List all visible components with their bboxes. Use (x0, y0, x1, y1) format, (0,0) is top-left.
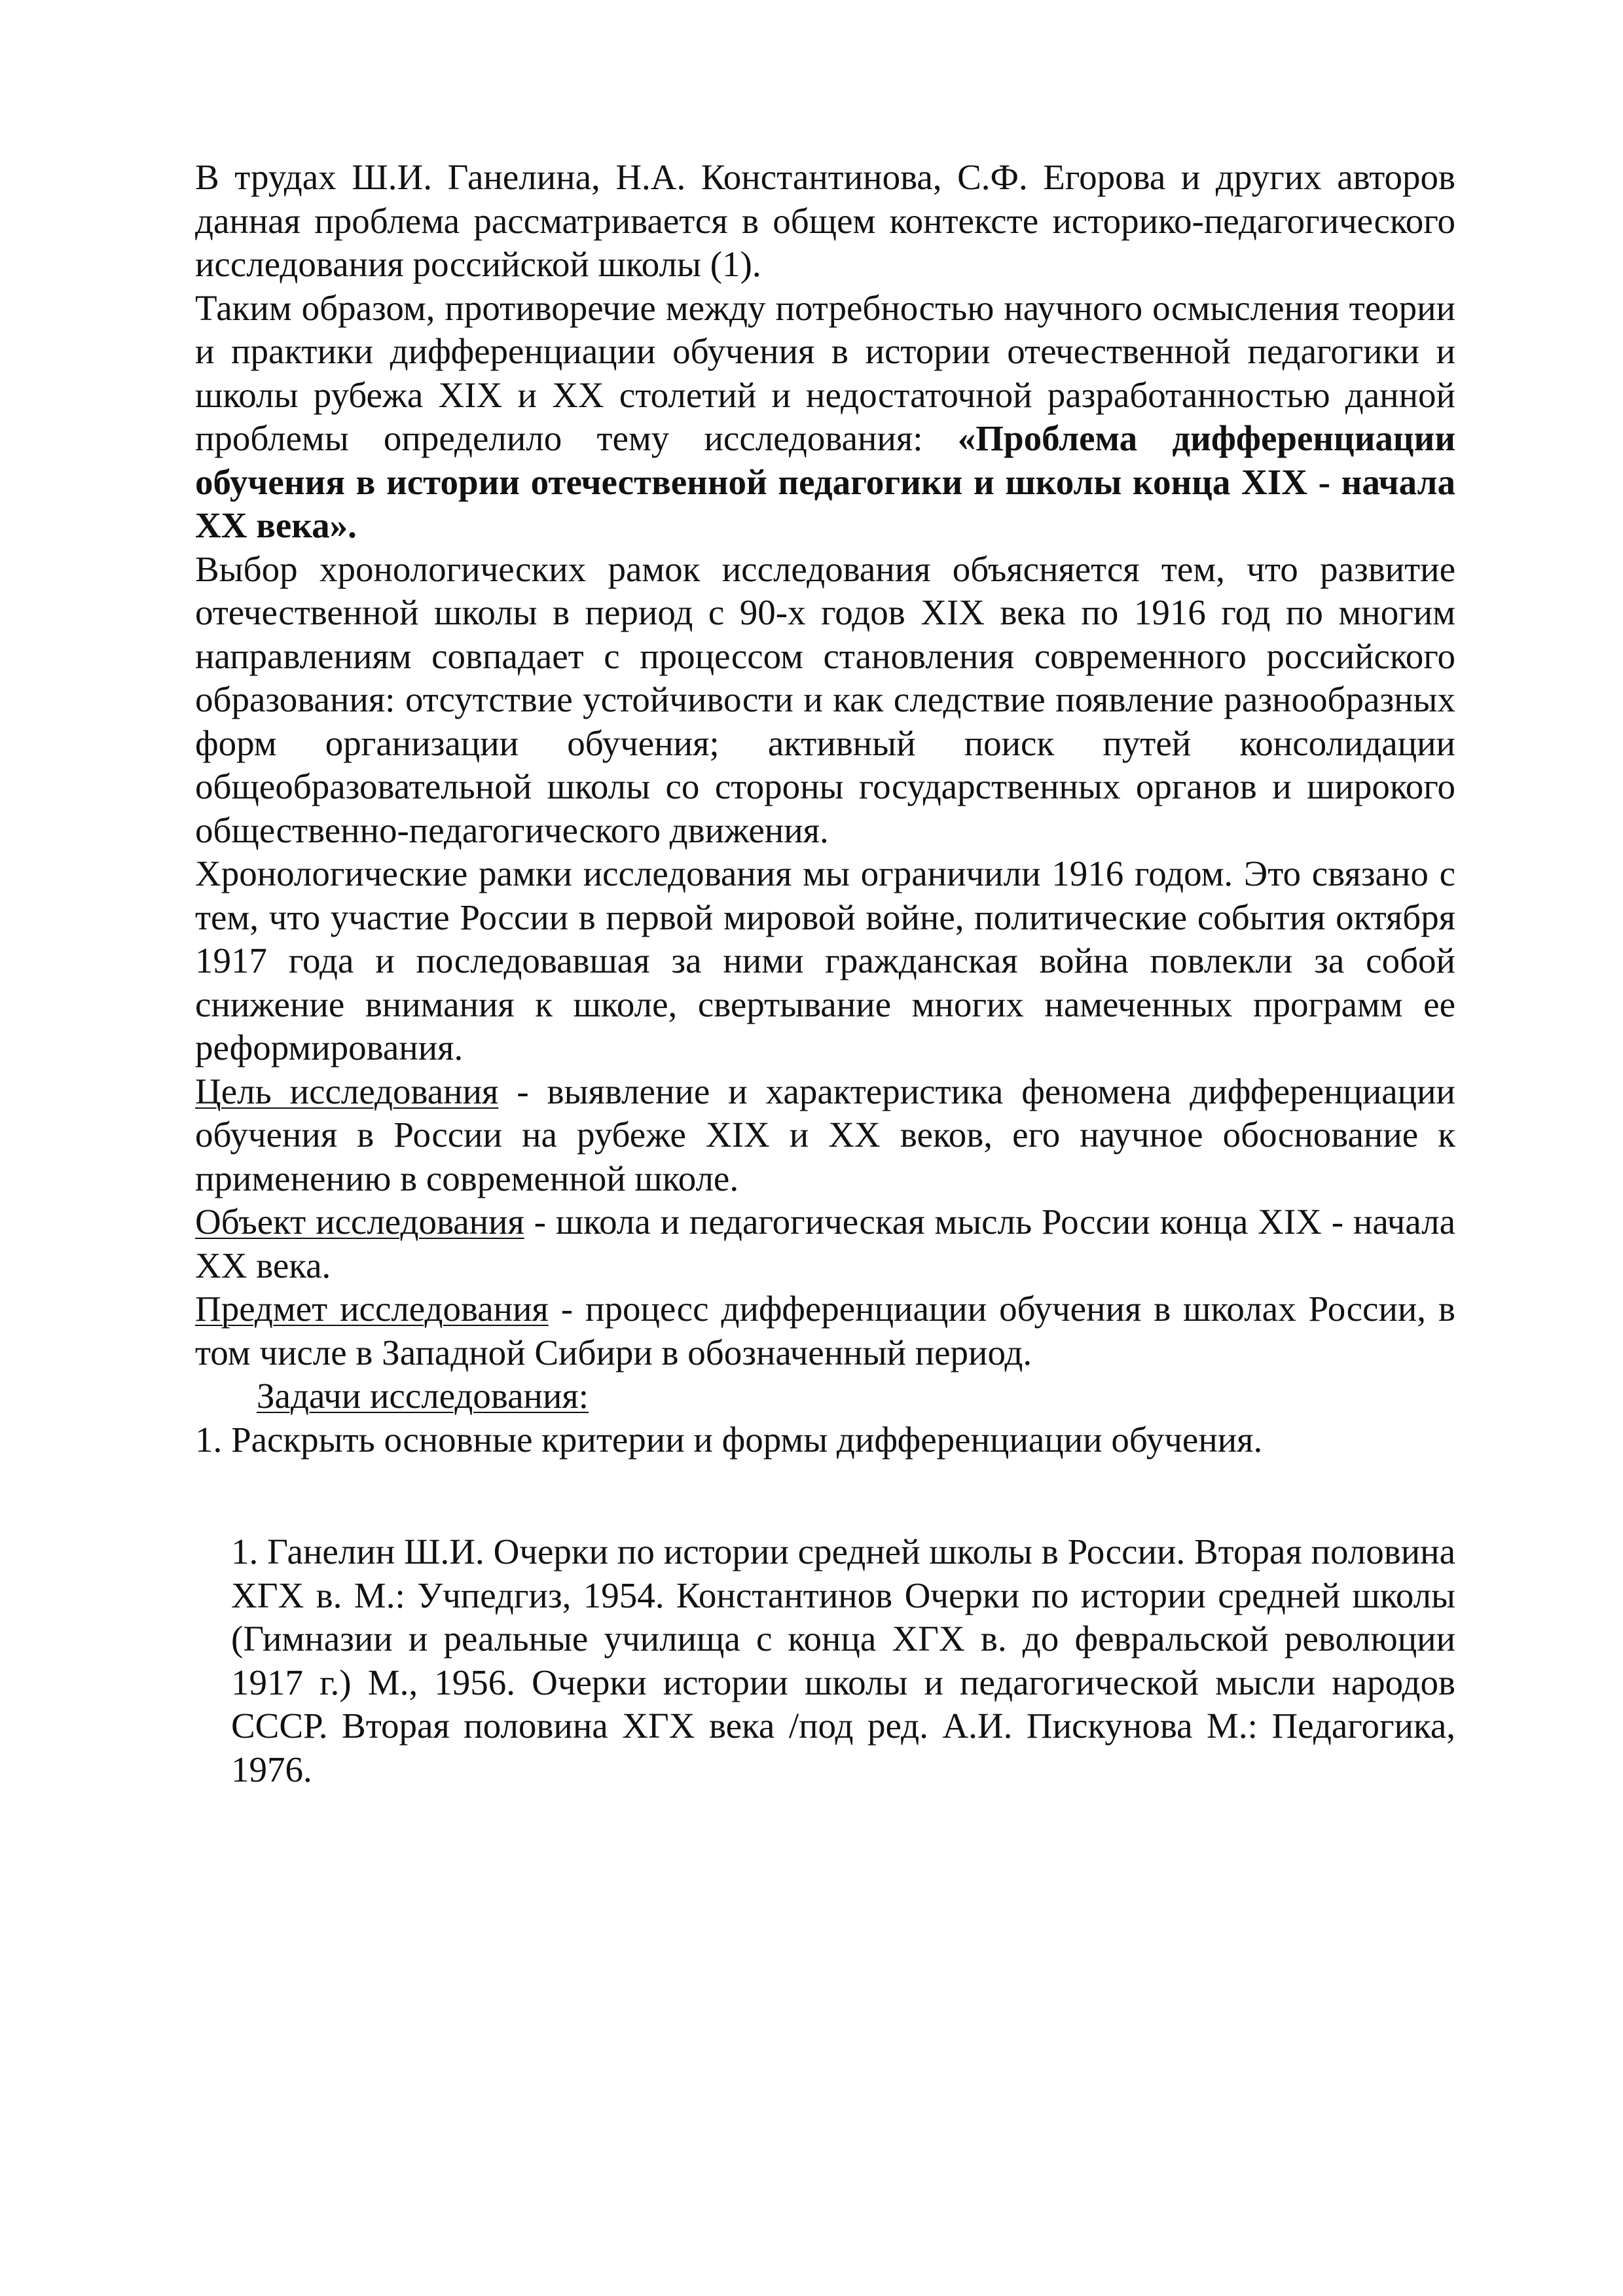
subject-label: Предмет исследования (195, 1289, 549, 1329)
footnote: 1. Ганелин Ш.И. Очерки по истории средней школы в России. Вторая половина ХГХ в. М.: Учпедгиз, 1954. Константинов Очерки по истории средней школы (Гимназии и реальные училища с конца ХГХ в. до февральской революции 1917 г.) М., 1956. Очерки истории школы и педагогической мысли народов СССР. Вторая половина ХГХ века /под ред. А.И. Пискунова М.: Педагогика, 1976. (231, 1532, 1455, 1789)
research-topic-intro: Таким образом, противоречие между потребностью научного осмысления теории и практики дифференциации обучения в истории отечественной педагогики и школы рубежа XIX и XX столетий и недостаточной разработанностью данной проблемы определило тему исследования: (195, 287, 1455, 458)
goal-text: - выявление и характеристика феномена дифференциации обучения в России на рубеже XIX и XX веков, его научное обоснование к применению в современной школе. (195, 1071, 1455, 1198)
goal-label: Цель исследования (195, 1071, 499, 1111)
object-text: - школа и педагогическая мысль России конца XIX - начала XX века. (195, 1202, 1455, 1285)
paragraph-chronology-limits: Хронологические рамки исследования мы ограничили 1916 годом. Это связано с тем, что участие России в первой мировой войне, политические события октября 1917 года и последовавшая за ними гражданская война повлекли за собой снижение внимания к школе, свертывание многих намеченных программ ее реформирования. (195, 853, 1455, 1067)
paragraph-research-topic (195, 287, 1455, 548)
paragraph-literature-review: В трудах Ш.И. Ганелина, Н.А. Константинова, С.Ф. Егорова и других авторов данная проблема рассматривается в общем контексте историко-педагогического исследования российской школы (1). (195, 157, 1455, 284)
paragraph-chronology: Выбор хронологических рамок исследования объясняется тем, что развитие отечественной школы в период с 90-х годов XIX века по 1916 год по многим направлениям совпадает с процессом становления современного российского образования: отсутствие устойчивости и как следствие появление разнообразных форм организации обучения; активный поиск путей консолидации общеобразовательной школы со стороны государственных органов и широкого общественно-педагогического движения. (195, 548, 1455, 850)
object-label: Объект исследования (195, 1202, 524, 1242)
task-item: 1. Раскрыть основные критерии и формы дифференциации обучения. (195, 1419, 1263, 1460)
task-list (195, 1418, 1455, 1462)
paragraph-subject (195, 1287, 1455, 1374)
subject-text: - процесс дифференциации обучения в школах России, в том числе в Западной Сибири в обозначенный период. (195, 1289, 1455, 1372)
paragraph-goal (195, 1070, 1455, 1201)
main-text-block (195, 156, 1455, 1462)
tasks-heading-label: Задачи исследования: (257, 1376, 589, 1416)
tasks-heading (195, 1374, 1455, 1418)
paragraph-object (195, 1200, 1455, 1287)
research-topic-title: «Проблема дифференциации обучения в истории отечественной педагогики и школы конца XIX - начала XX века». (195, 418, 1456, 545)
